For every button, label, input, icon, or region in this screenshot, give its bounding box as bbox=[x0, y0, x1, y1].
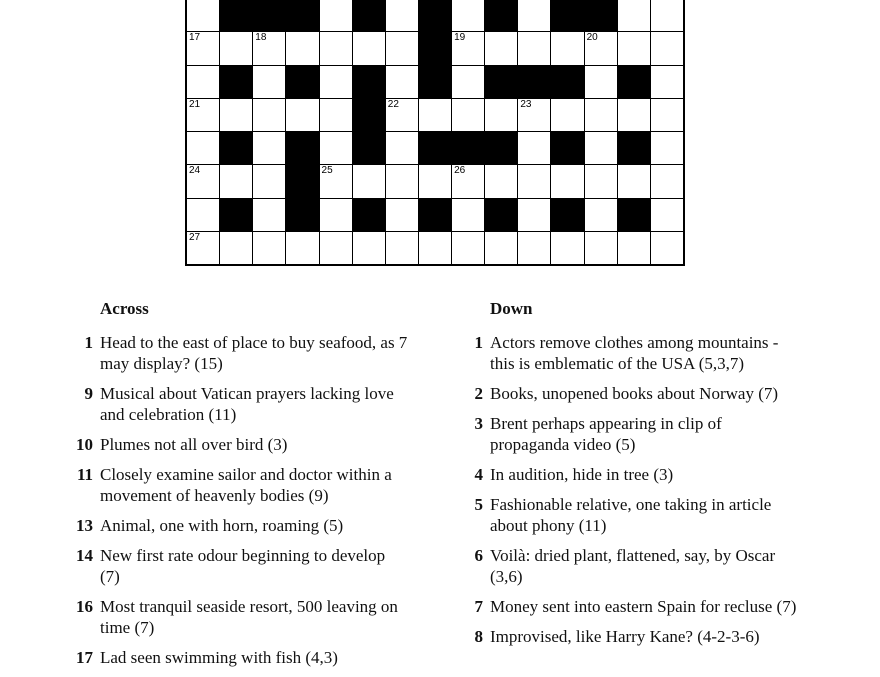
grid-cell[interactable] bbox=[485, 99, 517, 131]
grid-cell[interactable] bbox=[320, 165, 352, 197]
grid-cell[interactable] bbox=[220, 232, 252, 264]
black-square bbox=[353, 199, 385, 231]
clue-number: 3 bbox=[474, 414, 483, 433]
grid-cell[interactable] bbox=[419, 165, 451, 197]
black-square bbox=[286, 199, 318, 231]
black-square bbox=[286, 165, 318, 197]
grid-cell[interactable] bbox=[187, 132, 219, 164]
grid-cell[interactable] bbox=[286, 232, 318, 264]
grid-cell[interactable] bbox=[386, 99, 418, 131]
clue-text: Plumes not all over bird (3) bbox=[100, 435, 288, 454]
clue-text: Voilà: dried plant, flattened, say, by Oscar (3,6) bbox=[490, 546, 776, 586]
across-clue[interactable] bbox=[69, 464, 409, 506]
black-square bbox=[419, 132, 451, 164]
grid-cell[interactable] bbox=[187, 99, 219, 131]
black-square bbox=[353, 132, 385, 164]
clue-number: 7 bbox=[474, 597, 483, 616]
black-square bbox=[353, 0, 385, 31]
clue-number: 4 bbox=[474, 465, 483, 484]
across-clue[interactable] bbox=[69, 383, 409, 425]
black-square bbox=[220, 66, 252, 98]
down-clue[interactable] bbox=[459, 545, 799, 587]
black-square bbox=[585, 0, 617, 31]
cell-number: 19 bbox=[454, 32, 466, 44]
black-square bbox=[419, 0, 451, 31]
down-clue-list bbox=[459, 332, 799, 656]
cell-number: 25 bbox=[321, 165, 333, 177]
grid-cell[interactable] bbox=[253, 232, 285, 264]
grid-cell[interactable] bbox=[518, 165, 550, 197]
clue-text: Musical about Vatican prayers lacking love and celebration (11) bbox=[100, 384, 394, 424]
grid-cell[interactable] bbox=[187, 32, 219, 64]
grid-cell[interactable] bbox=[651, 66, 683, 98]
grid-cell[interactable] bbox=[518, 199, 550, 231]
clue-text: New first rate odour beginning to develop (7) bbox=[100, 546, 386, 586]
grid-cell[interactable] bbox=[452, 165, 484, 197]
grid-cell[interactable] bbox=[651, 199, 683, 231]
black-square bbox=[220, 199, 252, 231]
grid-cell[interactable] bbox=[618, 32, 650, 64]
grid-cell[interactable] bbox=[253, 199, 285, 231]
grid-cell[interactable] bbox=[187, 199, 219, 231]
grid-cell[interactable] bbox=[386, 66, 418, 98]
grid-cell[interactable] bbox=[320, 32, 352, 64]
down-clue[interactable] bbox=[459, 494, 799, 536]
grid-cell[interactable] bbox=[320, 132, 352, 164]
grid-cells bbox=[187, 0, 683, 264]
black-square bbox=[618, 132, 650, 164]
black-square bbox=[353, 99, 385, 131]
grid-cell[interactable] bbox=[551, 32, 583, 64]
grid-cell[interactable] bbox=[651, 165, 683, 197]
clue-number: 2 bbox=[474, 384, 483, 403]
grid-cell[interactable] bbox=[253, 99, 285, 131]
grid-cell[interactable] bbox=[320, 66, 352, 98]
down-clue[interactable] bbox=[459, 464, 799, 485]
grid-cell[interactable] bbox=[551, 99, 583, 131]
grid-cell[interactable] bbox=[585, 32, 617, 64]
black-square bbox=[419, 32, 451, 64]
grid-cell[interactable] bbox=[651, 32, 683, 64]
grid-cell[interactable] bbox=[419, 99, 451, 131]
across-heading: Across bbox=[100, 299, 149, 318]
across-clue[interactable] bbox=[69, 434, 409, 455]
grid-cell[interactable] bbox=[551, 232, 583, 264]
across-clue[interactable] bbox=[69, 515, 409, 536]
clue-text: Brent perhaps appearing in clip of propaganda video (5) bbox=[490, 414, 722, 454]
grid-cell[interactable] bbox=[286, 32, 318, 64]
grid-cell[interactable] bbox=[618, 232, 650, 264]
clue-number: 17 bbox=[76, 648, 93, 667]
grid-cell[interactable] bbox=[585, 199, 617, 231]
black-square bbox=[485, 0, 517, 31]
clue-number: 1 bbox=[474, 333, 483, 352]
grid-cell[interactable] bbox=[518, 99, 550, 131]
black-square bbox=[452, 132, 484, 164]
cell-number: 18 bbox=[255, 32, 267, 44]
down-heading: Down bbox=[490, 299, 533, 318]
black-square bbox=[220, 132, 252, 164]
grid-cell[interactable] bbox=[518, 232, 550, 264]
grid-cell[interactable] bbox=[419, 232, 451, 264]
grid-cell[interactable] bbox=[618, 0, 650, 31]
grid-cell[interactable] bbox=[518, 132, 550, 164]
clue-number: 8 bbox=[474, 627, 483, 646]
grid-cell[interactable] bbox=[187, 232, 219, 264]
grid-cell[interactable] bbox=[585, 165, 617, 197]
grid-cell[interactable] bbox=[585, 66, 617, 98]
grid-cell[interactable] bbox=[485, 165, 517, 197]
black-square bbox=[419, 199, 451, 231]
black-square bbox=[485, 66, 517, 98]
grid-cell[interactable] bbox=[220, 32, 252, 64]
grid-cell[interactable] bbox=[353, 232, 385, 264]
black-square bbox=[220, 0, 252, 31]
black-square bbox=[618, 66, 650, 98]
black-square bbox=[286, 132, 318, 164]
grid-cell[interactable] bbox=[320, 99, 352, 131]
black-square bbox=[551, 0, 583, 31]
grid-cell[interactable] bbox=[386, 132, 418, 164]
black-square bbox=[253, 0, 285, 31]
grid-cell[interactable] bbox=[253, 32, 285, 64]
cell-number: 20 bbox=[586, 32, 598, 44]
grid-cell[interactable] bbox=[187, 165, 219, 197]
clue-text: Actors remove clothes among mountains - this is emblematic of the USA (5,3,7) bbox=[490, 333, 779, 373]
clue-text: Animal, one with horn, roaming (5) bbox=[100, 516, 344, 535]
black-square bbox=[353, 66, 385, 98]
across-clue[interactable] bbox=[69, 596, 409, 638]
cell-number: 17 bbox=[189, 32, 201, 44]
grid-cell[interactable] bbox=[253, 165, 285, 197]
clue-number: 14 bbox=[76, 546, 93, 565]
clue-text: Head to the east of place to buy seafood, as 7 may display? (15) bbox=[100, 333, 408, 373]
black-square bbox=[286, 66, 318, 98]
down-clue[interactable] bbox=[459, 383, 799, 404]
grid-cell[interactable] bbox=[452, 0, 484, 31]
grid-cell[interactable] bbox=[220, 165, 252, 197]
grid-cell[interactable] bbox=[386, 232, 418, 264]
grid-cell[interactable] bbox=[320, 232, 352, 264]
grid-cell[interactable] bbox=[485, 232, 517, 264]
clue-text: Fashionable relative, one taking in article about phony (11) bbox=[490, 495, 772, 535]
cell-number: 27 bbox=[189, 231, 201, 243]
grid-cell[interactable] bbox=[220, 99, 252, 131]
black-square bbox=[518, 66, 550, 98]
grid-cell[interactable] bbox=[353, 165, 385, 197]
grid-cell[interactable] bbox=[320, 199, 352, 231]
grid-cell[interactable] bbox=[585, 99, 617, 131]
cell-number: 22 bbox=[387, 98, 399, 110]
grid-cell[interactable] bbox=[320, 0, 352, 31]
grid-cell[interactable] bbox=[585, 132, 617, 164]
grid-cell[interactable] bbox=[187, 0, 219, 31]
down-clue[interactable] bbox=[459, 626, 799, 647]
clue-number: 11 bbox=[76, 465, 93, 484]
grid-cell[interactable] bbox=[253, 132, 285, 164]
grid-cell[interactable] bbox=[452, 199, 484, 231]
across-clue[interactable] bbox=[69, 545, 409, 587]
grid-cell[interactable] bbox=[386, 32, 418, 64]
black-square bbox=[419, 66, 451, 98]
grid-cell[interactable] bbox=[651, 232, 683, 264]
black-square bbox=[286, 0, 318, 31]
black-square bbox=[551, 199, 583, 231]
grid-cell[interactable] bbox=[253, 66, 285, 98]
clue-number: 9 bbox=[84, 384, 93, 403]
down-clue[interactable] bbox=[459, 596, 799, 617]
black-square bbox=[618, 199, 650, 231]
grid-cell[interactable] bbox=[353, 32, 385, 64]
grid-cell[interactable] bbox=[651, 0, 683, 31]
clue-number: 16 bbox=[76, 597, 93, 616]
grid-cell[interactable] bbox=[187, 66, 219, 98]
clue-text: Improvised, like Harry Kane? (4-2-3-6) bbox=[490, 627, 760, 646]
cell-number: 21 bbox=[189, 98, 201, 110]
grid-cell[interactable] bbox=[452, 232, 484, 264]
grid-cell[interactable] bbox=[386, 199, 418, 231]
black-square bbox=[551, 66, 583, 98]
grid-cell[interactable] bbox=[386, 0, 418, 31]
grid-cell[interactable] bbox=[518, 32, 550, 64]
grid-cell[interactable] bbox=[651, 132, 683, 164]
black-square bbox=[485, 132, 517, 164]
black-square bbox=[485, 199, 517, 231]
grid-cell[interactable] bbox=[452, 66, 484, 98]
grid-cell[interactable] bbox=[452, 99, 484, 131]
down-clue[interactable] bbox=[459, 332, 799, 374]
clue-number: 10 bbox=[76, 435, 93, 454]
grid-cell[interactable] bbox=[518, 0, 550, 31]
clue-text: Books, unopened books about Norway (7) bbox=[490, 384, 779, 403]
clue-number: 1 bbox=[84, 333, 93, 352]
clue-text: Closely examine sailor and doctor within a movement of heavenly bodies (9) bbox=[100, 465, 392, 505]
across-clue[interactable] bbox=[69, 647, 409, 668]
grid-cell[interactable] bbox=[485, 32, 517, 64]
grid-cell[interactable] bbox=[286, 99, 318, 131]
grid-cell[interactable] bbox=[452, 32, 484, 64]
crossword-grid bbox=[185, 0, 685, 266]
grid-cell[interactable] bbox=[585, 232, 617, 264]
down-clue[interactable] bbox=[459, 413, 799, 455]
cell-number: 26 bbox=[454, 165, 466, 177]
grid-cell[interactable] bbox=[651, 99, 683, 131]
cell-number: 24 bbox=[189, 165, 201, 177]
grid-cell[interactable] bbox=[551, 165, 583, 197]
clue-text: In audition, hide in tree (3) bbox=[490, 465, 674, 484]
clue-text: Money sent into eastern Spain for recluse (7) bbox=[490, 597, 797, 616]
clue-text: Lad seen swimming with fish (4,3) bbox=[100, 648, 338, 667]
clue-text: Most tranquil seaside resort, 500 leaving on time (7) bbox=[100, 597, 398, 637]
grid-cell[interactable] bbox=[618, 165, 650, 197]
black-square bbox=[551, 132, 583, 164]
grid-cell[interactable] bbox=[618, 99, 650, 131]
across-clue-list bbox=[69, 332, 409, 677]
across-clue[interactable] bbox=[69, 332, 409, 374]
clue-number: 13 bbox=[76, 516, 93, 535]
clue-number: 6 bbox=[474, 546, 483, 565]
grid-cell[interactable] bbox=[386, 165, 418, 197]
cell-number: 23 bbox=[520, 98, 532, 110]
clue-number: 5 bbox=[474, 495, 483, 514]
